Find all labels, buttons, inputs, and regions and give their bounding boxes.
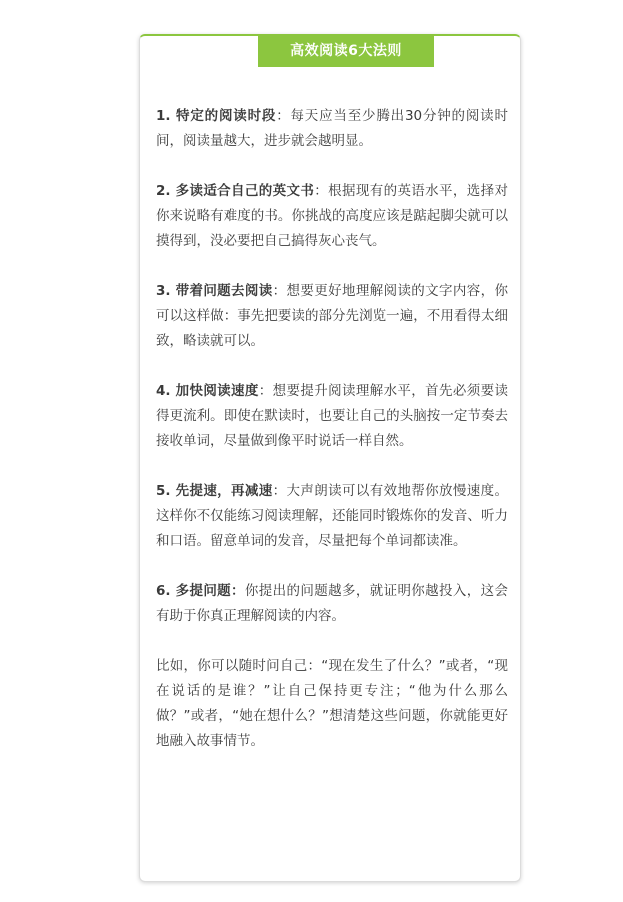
rules-card (139, 34, 521, 882)
rules-content (156, 104, 508, 754)
rule-paragraph-6 (156, 579, 508, 629)
rule-6-text: 你提出的问题越多，就证明你越投入，这会有助于你真正理解阅读的内容。 (156, 583, 508, 624)
rule-1-heading: 1. 特定的阅读时段 (156, 108, 277, 124)
rule-paragraph-5 (156, 479, 508, 554)
rule-2-heading: 2. 多读适合自己的英文书 (156, 183, 315, 199)
rule-4-text: ：想要提升阅读理解水平，首先必须要读得更流利。即使在默读时，也要让自己的头脑按一定节奏去接收单词，尽量做到像平时说话一样自然。 (156, 383, 508, 449)
rule-5-text: ：大声朗读可以有效地帮你放慢速度。这样你不仅能练习阅读理解，还能同时锻炼你的发音、听力和口语。留意单词的发音，尽量把每个单词都读准。 (156, 483, 508, 549)
rule-3-heading: 3. 带着问题去阅读 (156, 283, 273, 299)
rule-paragraph-4 (156, 379, 508, 454)
rule-4-heading: 4. 加快阅读速度 (156, 383, 259, 399)
rule-5-heading: 5. 先提速，再减速 (156, 483, 273, 499)
rule-paragraph-3 (156, 279, 508, 354)
rule-6-heading: 6. 多提问题： (156, 583, 245, 599)
rule-1-text: ：每天应当至少腾出30分钟的阅读时间，阅读量越大，进步就会越明显。 (156, 108, 508, 149)
closing-paragraph: 比如，你可以随时问自己：“现在发生了什么？”或者，“现在说话的是谁？”让自己保持更专注；“他为什么那么做？”或者，“她在想什么？”想清楚这些问题，你就能更好地融入故事情节。 (156, 658, 508, 749)
rule-2-text: ：根据现有的英语水平，选择对你来说略有难度的书。你挑战的高度应该是踮起脚尖就可以摸得到，没必要把自己搞得灰心丧气。 (156, 183, 508, 249)
title-banner: 高效阅读6大法则 (258, 36, 434, 67)
rule-paragraph-1 (156, 104, 508, 154)
rule-3-text: ：想要更好地理解阅读的文字内容，你可以这样做：事先把要读的部分先浏览一遍，不用看得太细致，略读就可以。 (156, 283, 508, 349)
rule-paragraph-2 (156, 179, 508, 254)
